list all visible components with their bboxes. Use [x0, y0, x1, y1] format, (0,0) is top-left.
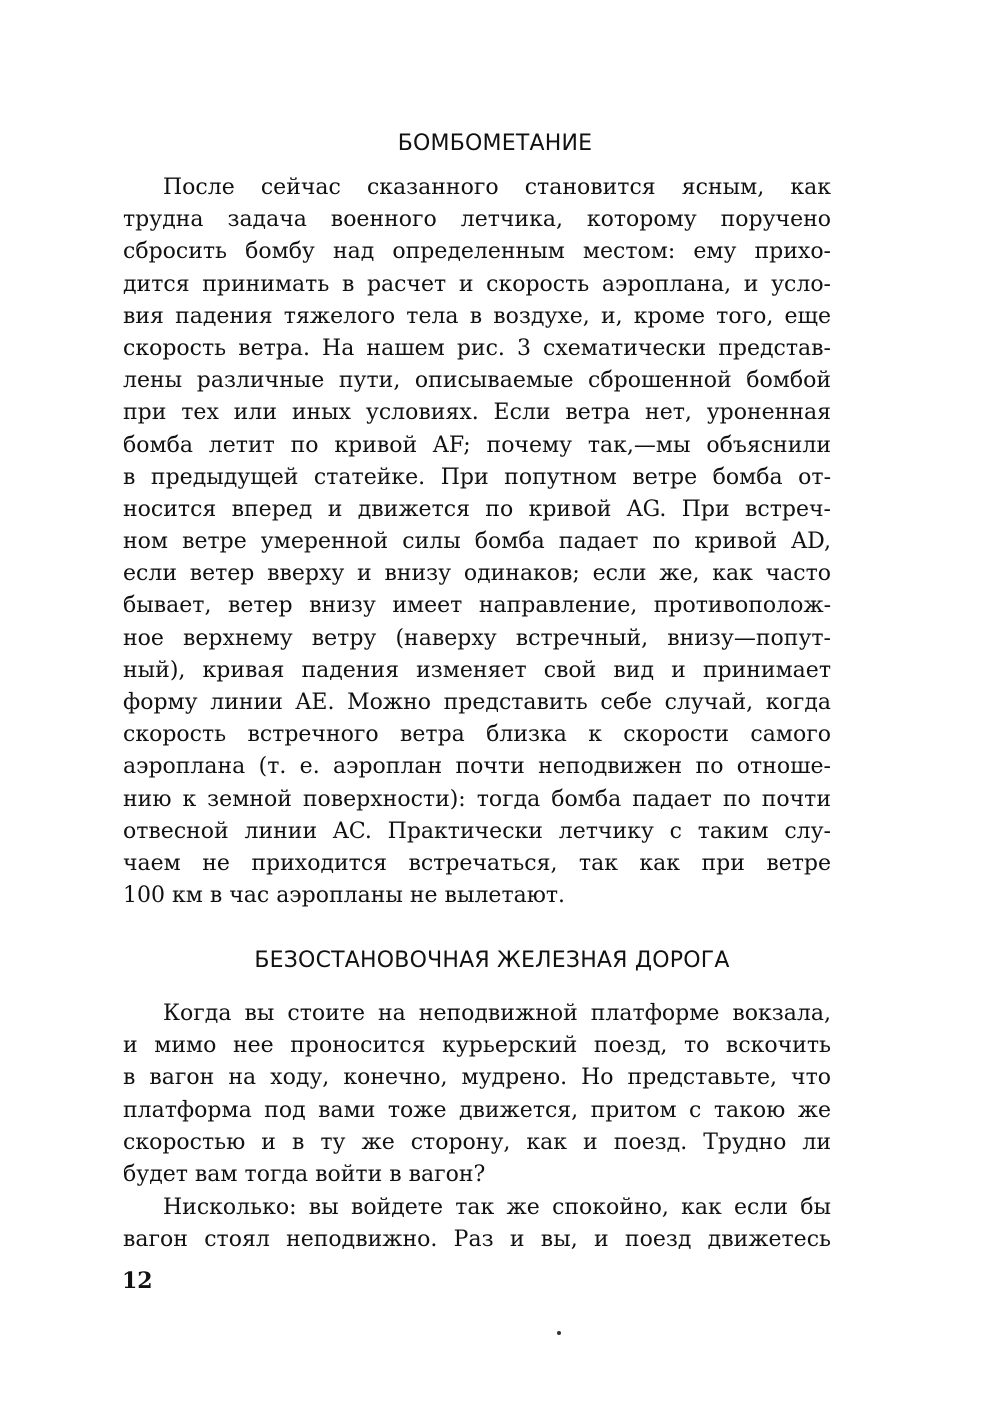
paragraph-bombing — [123, 172, 831, 912]
text-line: нию к земной поверхности): тогда бомба падает по почти — [123, 786, 831, 812]
text-line: сбросить бомбу над определенным местом: ему прихо- — [123, 239, 831, 265]
text-line: вия падения тяжелого тела в воздухе, и, кроме того, еще — [123, 303, 831, 329]
text-line: После сейчас сказанного становится ясным, как — [163, 175, 831, 200]
page-number: 12 — [122, 1268, 153, 1294]
text-line: ное верхнему ветру (наверху встречный, внизу—попут- — [123, 625, 831, 651]
text-line: дится принимать в расчет и скорость аэроплана, и усло- — [123, 271, 831, 297]
section-title-bombing: БОМБОМЕТАНИЕ — [397, 131, 593, 156]
text-line: в вагон на ходу, конечно, мудрено. Но представьте, что — [123, 1065, 831, 1091]
paragraph-railway-1 — [123, 998, 831, 1191]
text-line: Когда вы стоите на неподвижной платформе вокзала, — [163, 1001, 831, 1026]
text-line: трудна задача военного летчика, которому поручено — [123, 207, 831, 233]
text-line: если ветер вверху и внизу одинаков; если же, как часто — [123, 561, 831, 587]
text-line: форму линии AE. Можно представить себе случай, когда — [123, 690, 831, 715]
text-line: платформа под вами тоже движется, притом с такою же — [123, 1097, 831, 1123]
paragraph-railway-2 — [123, 1192, 831, 1256]
text-line: скоростью и в ту же сторону, как и поезд. Трудно ли — [123, 1129, 831, 1155]
scan-speck — [557, 1331, 561, 1335]
text-line: скорость встречного ветра близка к скорости самого — [123, 722, 831, 748]
text-line: аэроплана (т. е. аэроплан почти неподвижен по отноше- — [123, 754, 831, 780]
text-line: при тех или иных условиях. Если ветра нет, уроненная — [123, 400, 831, 426]
section-title-nonstop-railway: БЕЗОСТАНОВОЧНАЯ ЖЕЛЕЗНАЯ ДОРОГА — [254, 948, 730, 973]
text-line: Нисколько: вы войдете так же спокойно, как если бы — [163, 1195, 831, 1220]
text-line: бомба летит по кривой AF; почему так,—мы объяснили — [123, 432, 831, 458]
text-line: ный), кривая падения изменяет свой вид и принимает — [123, 657, 831, 683]
text-line: и мимо нее проносится курьерский поезд, то вскочить — [123, 1033, 831, 1059]
text-line: вагон стоял неподвижно. Раз и вы, и поезд движетесь — [123, 1227, 831, 1253]
text-line: носится вперед и движется по кривой AG. При встреч- — [123, 496, 831, 522]
text-line: чаем не приходится встречаться, так как при ветре — [123, 850, 831, 876]
text-line: в предыдущей статейке. При попутном ветре бомба от- — [123, 464, 831, 490]
text-line: будет вам тогда войти в вагон? — [123, 1161, 486, 1187]
text-line: лены различные пути, описываемые сброшенной бомбой — [123, 368, 831, 394]
text-line: скорость ветра. На нашем рис. 3 схематически представ- — [123, 335, 831, 361]
text-line: отвесной линии AC. Практически летчику с таким слу- — [123, 818, 831, 844]
text-line: ном ветре умеренной силы бомба падает по кривой AD, — [123, 529, 831, 555]
text-line: 100 км в час аэропланы не вылетают. — [123, 883, 566, 909]
text-line: бывает, ветер внизу имеет направление, противополож- — [123, 593, 831, 619]
